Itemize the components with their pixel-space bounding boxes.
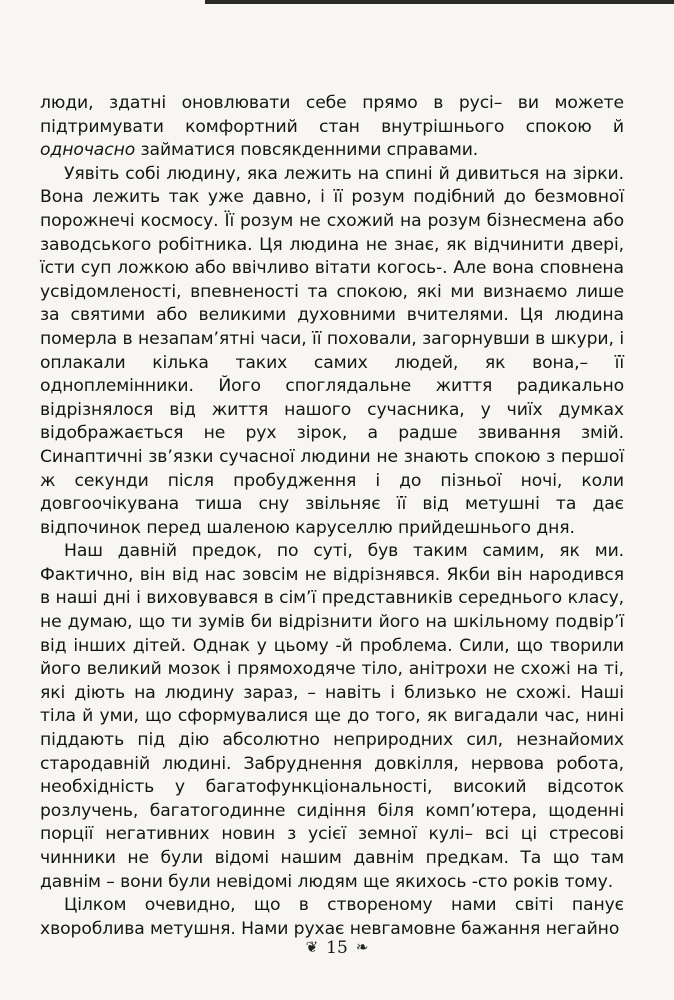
page-body [40, 92, 624, 941]
paragraph-text: займатися повсякденними справами. [135, 140, 479, 161]
paragraph-continued [40, 92, 624, 163]
paragraph: Наш давній предок, по суті, був таким самим, як ми. Фактично, він від нас зовсім не відрізнявся. Якби він народився в наші дні і виховувався в сім’ї представників середнього класу, не думаю, що ти зумів би відрізнити його на шкільному подвір’ї від інших дітей. Однак у цьому -й проблема. Сили, що творили його великий мозок і прямоходяче тіло, анітрохи не схожі на ті, які діють на людину зараз, – навіть і близько не схожі. Наші тіла й уми, що сформувалися ще до того, як вигадали час, нині піддають під дію абсолютно неприродних сил, незнайомих стародавній людині. Забруднення довкілля, нервова робота, необхідність у багатофункціональності, високий відсоток розлучень, багатогодинне сидіння біля комп’ютера, щоденні порції негативних новин з усієї земної кулі– всі ці стресові чинники не були відомі нашим давнім предкам. Та що там давнім – вони були невідомі людям ще якихось -сто років тому. [40, 541, 624, 892]
paragraph: Уявіть собі людину, яка лежить на спині й дивиться на зірки. Вона лежить так уже давно, і її розум подібний до безмовної порожнечі космосу. Її розум не схожий на розум бізнесмена або заводського робітника. Ця людина не знає, як відчинити двері, їсти суп ложкою або ввічливо вітати когось-. Але вона сповнена усвідомленості, впевненості та спокою, які ми визнаємо лише за святими або великими духовними вчителями. Ця людина померла в незапам’ятні часи, її поховали, загорнувши в шкури, і оплакали кілька таких самих людей, як вона,– її одноплемінники. Його споглядальне життя радикально відрізнялося від життя нашого сучасника, у чиїх думках відображається не рух зірок, а радше звивання змій. Синаптичні зв’язки сучасної людини не знають спокою з першої ж секунди після пробудження і до пізньої ночі, коли довгоочікувана тиша сну звільняє її від метушні та дає відпочинок перед шаленою каруселлю прийдешнього дня. [40, 163, 624, 538]
page-number: 15 [326, 938, 348, 958]
top-border-line [205, 0, 674, 4]
ornament-left-icon: ❦ [305, 938, 319, 956]
emphasis-text: одночасно [40, 140, 136, 161]
page-footer [0, 938, 674, 958]
paragraph: Цілком очевидно, що в створеному нами світі панує хвороблива метушня. Нами рухає невгамовне бажання негайно [40, 895, 624, 939]
ornament-right-icon: ❧ [355, 938, 369, 956]
paragraph-text: люди, здатні оновлювати себе прямо в русі– ви можете підтримувати комфортний стан внутрішнього спокою й [40, 93, 624, 137]
